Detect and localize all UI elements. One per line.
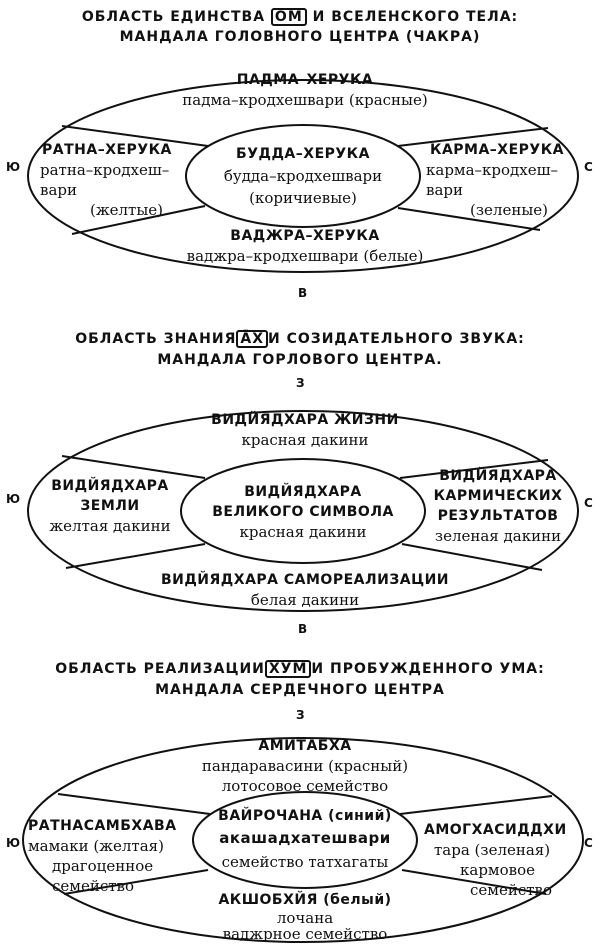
mandala-title [0,660,600,678]
family-name: ваджрное семейство [222,925,388,943]
mandala-subtitle: МАНДАЛА ГОРЛОВОГО ЦЕНТРА. [157,352,443,368]
divider-line [66,544,205,568]
title-text: ОБЛАСТЬ ЗНАНИЯ [75,331,237,347]
consort-name: тара (зеленая) [434,841,551,859]
quadrant-bottom [150,226,460,266]
direction-top: З [296,708,305,722]
deity-name: ПАДМА–ХЕРУКА [236,72,374,88]
title-text: ОБЛАСТЬ РЕАЛИЗАЦИИ [55,661,265,677]
consort-name: пандаравасини (красный) [201,757,409,775]
direction-top: З [296,376,305,390]
direction-west: Ю [6,492,21,506]
family-name: семейство [52,877,134,895]
quadrant-center [190,482,416,542]
consort-name: ваджра–кродхешвари (белые) [186,247,424,265]
deity-name: КАРМА–ХЕРУКА [430,142,564,158]
title-text: И СОЗИДАТЕЛЬНОГО ЗВУКА: [268,331,525,347]
consort-name: вари [426,181,463,199]
direction-west: Ю [6,160,21,174]
quadrant-center [195,806,415,872]
deity-name: ЗЕМЛИ [80,498,140,514]
quadrant-right [420,820,580,900]
deity-name: БУДДА–ХЕРУКА [236,146,370,162]
consort-name: красная дакини [241,431,369,449]
consort-name: красная дакини [239,523,367,541]
direction-east: С [584,836,593,850]
quadrant-top [150,410,460,450]
consort-name: вари [40,181,77,199]
direction-bottom: В [298,286,308,300]
deity-name: ВЕЛИКОГО СИМВОЛА [212,504,394,520]
deity-name: ВИДЙЯДХАРА [51,478,169,494]
deity-name: АМИТАБХА [258,738,352,754]
consort-name: желтая дакини [49,517,171,535]
deity-name: ВАДЖРА–ХЕРУКА [230,228,380,244]
consort-name: мамаки (желтая) [28,837,164,855]
mantra-syllable: ХӮМ [265,660,312,678]
deity-name: ВИДЙЯДХАРА [439,468,557,484]
mandala-title [0,8,600,26]
quadrant-center [190,140,416,208]
family-name: кармовое [460,861,535,879]
quadrant-left [22,816,197,896]
consort-name: белая дакини [250,591,360,609]
mandala-title [0,330,600,348]
quadrant-left [30,476,190,536]
direction-west: Ю [6,836,21,850]
deity-name: ВИДЙЯДХАРА ЖИЗНИ [211,412,399,428]
consort-name: карма–кродхеш– [426,161,559,179]
mandala-head [0,0,600,310]
quadrant-right [420,140,570,220]
family-name: семейство [470,881,552,899]
color-note: (коричиевые) [249,189,357,207]
mandala-throat [0,320,600,640]
deity-name: ВАЙРОЧАНА (синий) [218,808,392,824]
quadrant-bottom [120,570,490,610]
mantra-syllable: ОМ [271,8,307,26]
quadrant-left [30,140,190,220]
consort-name: будда–кродхешвари [223,167,383,185]
deity-name: АМОГХАСИДДХИ [424,822,567,838]
title-text: И ПРОБУЖДЕННОГО УМА: [311,661,545,677]
mandala-subtitle: МАНДАЛА ГОЛОВНОГО ЦЕНТРА (ЧАКРА) [119,29,481,45]
quadrant-top [150,736,460,796]
mantra-syllable: А̄Х [236,330,268,348]
mandala-subtitle: МАНДАЛА СЕРДЕЧНОГО ЦЕНТРА [155,682,445,698]
direction-east: С [584,496,593,510]
family-name: семейство татхагаты [221,853,389,871]
consort-name: ратна–кродхеш– [40,161,170,179]
color-note: (зеленые) [470,201,548,219]
mandala-heart [0,648,600,946]
divider-line [402,544,542,570]
deity-name: ВИДЙЯДХАРА [244,484,362,500]
consort-name: акашадхатешвари [219,829,391,847]
deity-name: ВИДЙЯДХАРА САМОРЕАЛИЗАЦИИ [160,572,450,588]
deity-name: КАРМИЧЕСКИХ [433,488,563,504]
family-name: драгоценное [52,857,154,875]
color-note: (желтые) [90,201,164,219]
consort-name: падма–кродхешвари (красные) [182,91,428,109]
consort-name: зеленая дакини [434,527,562,545]
title-text: ОБЛАСТЬ ЕДИНСТВА [81,9,271,25]
title-text: И ВСЕЛЕНСКОГО ТЕЛА: [306,9,519,25]
direction-east: С [584,160,593,174]
direction-bottom: В [298,622,308,636]
family-name: лотосовое семейство [221,777,389,795]
divider-line [400,796,552,814]
quadrant-top [150,70,460,110]
deity-name: РАТНА–ХЕРУКА [42,142,172,158]
deity-name: РЕЗУЛЬТАТОВ [437,508,559,524]
quadrant-bottom [150,890,460,942]
deity-name: АКШОБХЙЯ (белый) [218,892,392,908]
consort-name: лочана [276,909,334,927]
deity-name: РАТНАСАМБХАВА [28,818,177,834]
divider-line [58,794,210,814]
divider-line [62,456,205,478]
quadrant-right [418,466,578,546]
